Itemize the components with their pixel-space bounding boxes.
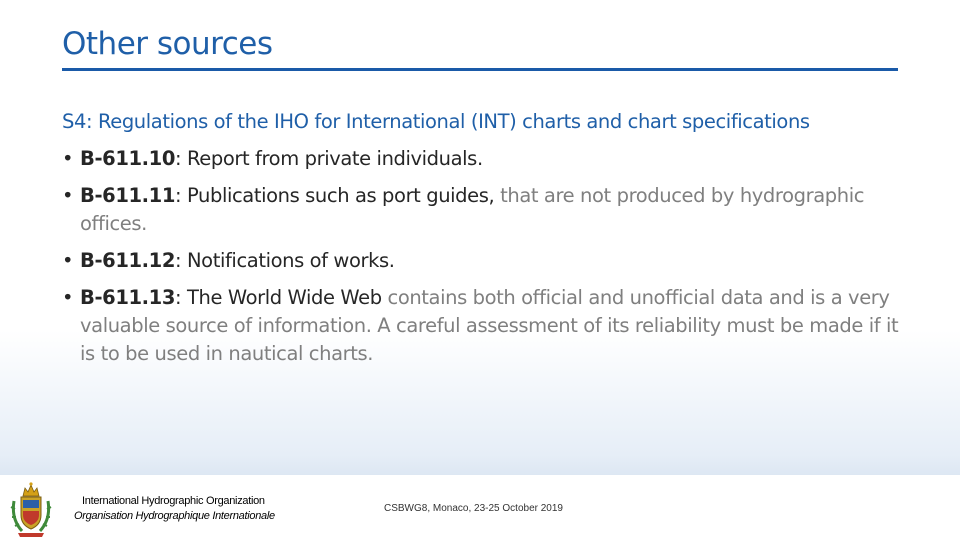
slide-body xyxy=(62,108,902,377)
bullet-code: B-611.12 xyxy=(80,249,176,272)
slide-subtitle: S4: Regulations of the IHO for International (INT) charts and chart specifications xyxy=(62,110,810,133)
organization-name-french: Organisation Hydrographique Internationale xyxy=(74,510,275,522)
bullet-item xyxy=(62,284,902,368)
title-rule xyxy=(62,68,898,71)
bullet-code: B-611.10 xyxy=(80,147,176,170)
bullet-text: Notifications of works. xyxy=(181,249,395,272)
bullet-grey-text: contains both official and unofficial data and is a very valuable source of information. A careful assessment of its reliability must be made if it is to be used in nautical charts. xyxy=(80,286,899,365)
bullet-separator: : xyxy=(175,147,182,170)
iho-emblem-icon xyxy=(8,479,54,539)
bullet-item xyxy=(62,145,902,173)
bullet-grey-text: that are not produced by hydrographic offices. xyxy=(80,184,865,235)
slide-title: Other sources xyxy=(62,26,273,62)
bullet-separator: : xyxy=(175,184,182,207)
bullet-separator: : xyxy=(175,286,182,309)
bullet-item xyxy=(62,182,902,238)
footer xyxy=(0,475,960,540)
bullet-text: Publications such as port guides, xyxy=(181,184,495,207)
organization-name-english: International Hydrographic Organization xyxy=(82,495,265,507)
bullet-code: B-611.11 xyxy=(80,184,176,207)
bullet-code: B-611.13 xyxy=(80,286,176,309)
event-caption: CSBWG8, Monaco, 23-25 October 2019 xyxy=(384,503,563,514)
bullet-text: The World Wide Web xyxy=(181,286,382,309)
bullet-item xyxy=(62,247,902,275)
bullet-separator: : xyxy=(175,249,182,272)
bullet-text: Report from private individuals. xyxy=(181,147,483,170)
